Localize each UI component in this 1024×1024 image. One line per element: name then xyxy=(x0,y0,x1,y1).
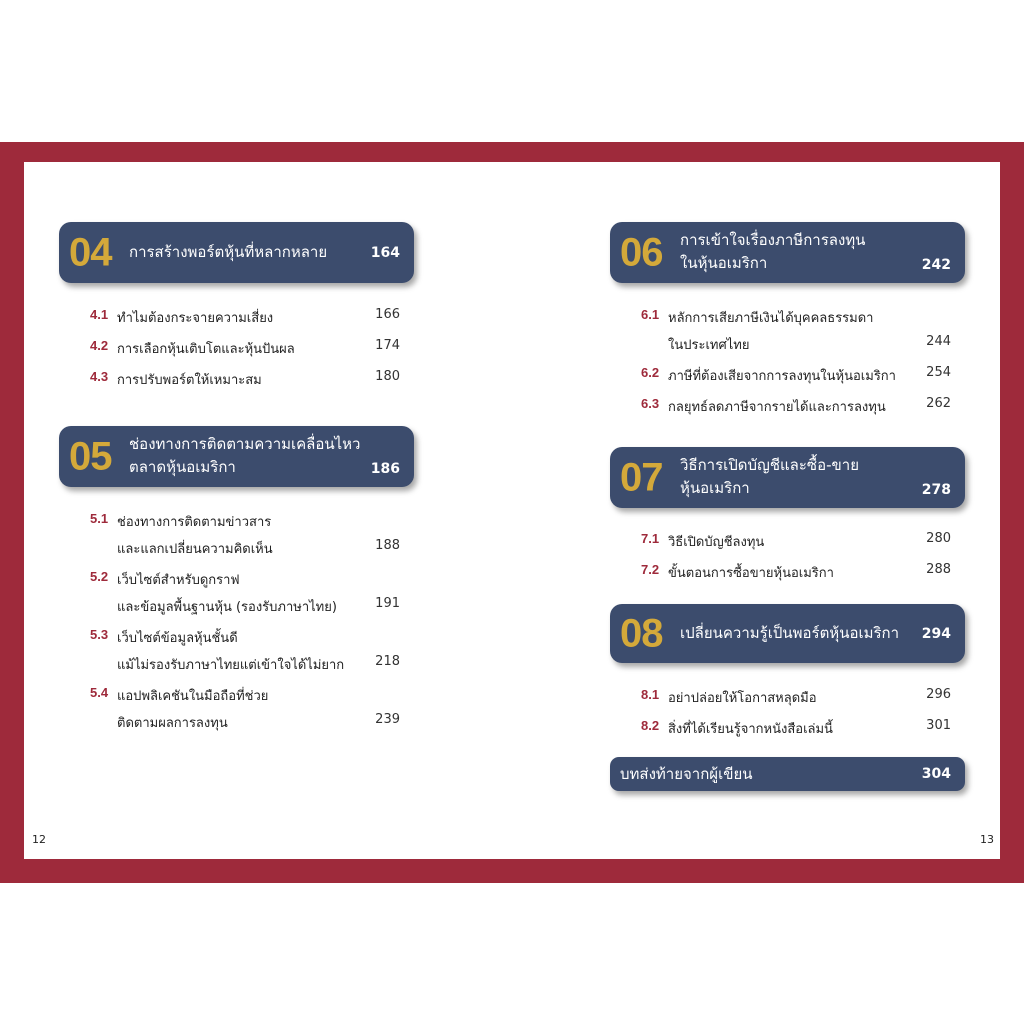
chapter-page: 186 xyxy=(370,461,400,477)
chapter-title: การสร้างพอร์ตหุ้นที่หลากหลาย xyxy=(129,243,328,261)
chapter-06-box[interactable] xyxy=(610,222,965,283)
item-page: 239 xyxy=(375,712,400,727)
chapter-07-box[interactable] xyxy=(610,447,965,508)
item-page: 280 xyxy=(926,531,951,546)
item-number: 5.1 xyxy=(90,511,109,526)
item-page: 301 xyxy=(926,718,951,733)
epilogue-title: บทส่งท้ายจากผู้เขียน xyxy=(620,765,753,783)
chapter-page: 278 xyxy=(921,482,951,498)
item-title[interactable]: กลยุทธ์ลดภาษีจากรายได้และการลงทุน xyxy=(668,400,886,415)
item-number: 4.1 xyxy=(90,307,109,322)
chapter-title-line-2: ในหุ้นอเมริกา xyxy=(680,254,768,272)
item-number: 7.1 xyxy=(641,531,660,546)
item-page: 166 xyxy=(375,307,400,322)
item-title-line-1[interactable]: แอปพลิเคชันในมือถือที่ช่วย xyxy=(117,689,269,704)
item-number: 5.4 xyxy=(90,685,109,700)
chapter-page: 294 xyxy=(921,626,951,642)
item-title-line-2[interactable]: ในประเทศไทย xyxy=(668,338,750,353)
item-page: 244 xyxy=(926,334,951,349)
item-title[interactable]: สิ่งที่ได้เรียนรู้จากหนังสือเล่มนี้ xyxy=(668,722,833,737)
item-page: 188 xyxy=(375,538,400,553)
epilogue-page: 304 xyxy=(921,766,951,782)
item-page: 180 xyxy=(375,369,400,384)
chapter-title-line-1: วิธีการเปิดบัญชีและซื้อ-ขาย xyxy=(680,456,859,474)
item-number: 6.2 xyxy=(641,365,660,380)
item-title[interactable]: ขั้นตอนการซื้อขายหุ้นอเมริกา xyxy=(668,566,834,581)
item-number: 4.2 xyxy=(90,338,109,353)
item-title-line-1[interactable]: เว็บไซต์สำหรับดูกราฟ xyxy=(117,573,240,588)
item-title[interactable]: การปรับพอร์ตให้เหมาะสม xyxy=(117,373,262,388)
chapter-number: 07 xyxy=(620,455,663,499)
item-number: 7.2 xyxy=(641,562,660,577)
chapter-title-line-2: หุ้นอเมริกา xyxy=(680,479,750,497)
item-title-line-2[interactable]: และแลกเปลี่ยนความคิดเห็น xyxy=(117,542,273,557)
item-title-line-1[interactable]: หลักการเสียภาษีเงินได้บุคคลธรรมดา xyxy=(668,311,874,326)
chapter-title-line-1: ช่องทางการติดตามความเคลื่อนไหว xyxy=(129,435,361,453)
item-page: 191 xyxy=(375,596,400,611)
left-page-number: 12 xyxy=(32,833,46,846)
chapter-number: 05 xyxy=(69,434,112,478)
item-number: 5.3 xyxy=(90,627,109,642)
item-number: 5.2 xyxy=(90,569,109,584)
item-number: 6.1 xyxy=(641,307,660,322)
item-title-line-1[interactable]: ช่องทางการติดตามข่าวสาร xyxy=(117,515,272,530)
item-title-line-1[interactable]: เว็บไซต์ข้อมูลหุ้นชั้นดี xyxy=(117,631,238,646)
chapter-title: เปลี่ยนความรู้เป็นพอร์ตหุ้นอเมริกา xyxy=(680,624,900,642)
item-page: 288 xyxy=(926,562,951,577)
chapter-08-box[interactable] xyxy=(610,604,965,663)
chapter-05-box[interactable] xyxy=(59,426,414,487)
item-title-line-2[interactable]: ติดตามผลการลงทุน xyxy=(117,716,228,731)
right-page-number: 13 xyxy=(980,833,994,846)
epilogue-box[interactable] xyxy=(610,757,965,791)
item-title[interactable]: วิธีเปิดบัญชีลงทุน xyxy=(668,535,765,550)
item-page: 296 xyxy=(926,687,951,702)
item-title-line-2[interactable]: แม้ไม่รองรับภาษาไทยแต่เข้าใจได้ไม่ยาก xyxy=(117,658,345,673)
item-page: 218 xyxy=(375,654,400,669)
item-title[interactable]: ทำไมต้องกระจายความเสี่ยง xyxy=(117,311,274,326)
item-title[interactable]: การเลือกหุ้นเติบโตและหุ้นปันผล xyxy=(117,342,295,357)
chapter-number: 06 xyxy=(620,230,663,274)
chapter-number: 08 xyxy=(620,611,663,655)
chapter-number: 04 xyxy=(69,230,112,274)
chapter-page: 242 xyxy=(921,257,951,273)
chapter-title-line-1: การเข้าใจเรื่องภาษีการลงทุน xyxy=(680,231,866,249)
item-number: 4.3 xyxy=(90,369,109,384)
item-title-line-2[interactable]: และข้อมูลพื้นฐานหุ้น (รองรับภาษาไทย) xyxy=(117,600,337,615)
item-number: 8.1 xyxy=(641,687,660,702)
chapter-page: 164 xyxy=(370,245,400,261)
item-title[interactable]: อย่าปล่อยให้โอกาสหลุดมือ xyxy=(668,691,817,706)
item-page: 262 xyxy=(926,396,951,411)
item-title[interactable]: ภาษีที่ต้องเสียจากการลงทุนในหุ้นอเมริกา xyxy=(668,369,896,384)
item-number: 8.2 xyxy=(641,718,660,733)
item-page: 254 xyxy=(926,365,951,380)
chapter-04-box[interactable] xyxy=(59,222,414,283)
item-page: 174 xyxy=(375,338,400,353)
item-number: 6.3 xyxy=(641,396,660,411)
chapter-title-line-2: ตลาดหุ้นอเมริกา xyxy=(129,458,236,476)
